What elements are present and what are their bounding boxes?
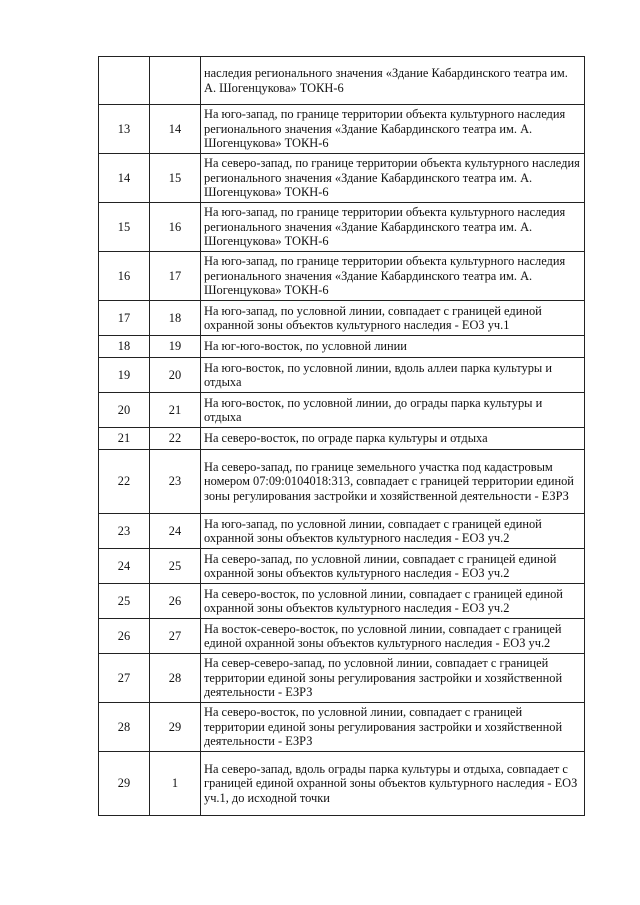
point-to-cell: 21 (150, 393, 201, 428)
point-from-cell: 19 (99, 358, 150, 393)
description-cell: На юго-запад, по границе территории объекта культурного наследия регионального значения «Здание Кабардинского театра им. А. Шогенцукова» ТОКН-6 (201, 105, 585, 154)
point-from-cell: 29 (99, 752, 150, 816)
table-row (99, 549, 585, 584)
point-from-cell: 24 (99, 549, 150, 584)
table-row (99, 203, 585, 252)
boundary-table (98, 56, 585, 816)
point-from-cell: 16 (99, 252, 150, 301)
point-from-cell: 27 (99, 654, 150, 703)
description-cell: На северо-восток, по условной линии, совпадает с границей единой охранной зоны объектов культурного наследия - ЕОЗ уч.2 (201, 584, 585, 619)
point-to-cell: 18 (150, 301, 201, 336)
point-from-cell: 17 (99, 301, 150, 336)
point-from-cell (99, 57, 150, 105)
point-to-cell: 26 (150, 584, 201, 619)
description-cell: На юго-запад, по границе территории объекта культурного наследия регионального значения «Здание Кабардинского театра им. А. Шогенцукова» ТОКН-6 (201, 252, 585, 301)
description-cell: наследия регионального значения «Здание Кабардинского театра им. А. Шогенцукова» ТОКН-6 (201, 57, 585, 105)
point-to-cell (150, 57, 201, 105)
description-cell: На северо-запад, по условной линии, совпадает с границей единой охранной зоны объектов культурного наследия - ЕОЗ уч.2 (201, 549, 585, 584)
point-from-cell: 21 (99, 428, 150, 450)
point-from-cell: 26 (99, 619, 150, 654)
point-to-cell: 1 (150, 752, 201, 816)
table-row (99, 301, 585, 336)
table-row (99, 57, 585, 105)
table-row (99, 654, 585, 703)
point-to-cell: 14 (150, 105, 201, 154)
table-row (99, 154, 585, 203)
table-row (99, 336, 585, 358)
point-from-cell: 14 (99, 154, 150, 203)
point-from-cell: 22 (99, 450, 150, 514)
description-cell: На северо-запад, вдоль ограды парка культуры и отдыха, совпадает с границей единой охранной зоны объектов культурного наследия - ЕОЗ уч.1, до исходной точки (201, 752, 585, 816)
description-cell: На север-северо-запад, по условной линии, совпадает с границей территории единой зоны регулирования застройки и хозяйственной деятельности - ЕЗРЗ (201, 654, 585, 703)
boundary-table-body (99, 57, 585, 816)
point-to-cell: 23 (150, 450, 201, 514)
point-to-cell: 19 (150, 336, 201, 358)
description-cell: На северо-восток, по условной линии, совпадает с границей территории единой зоны регулирования застройки и хозяйственной деятельности - ЕЗРЗ (201, 703, 585, 752)
table-row (99, 619, 585, 654)
point-to-cell: 17 (150, 252, 201, 301)
point-from-cell: 25 (99, 584, 150, 619)
description-cell: На юго-восток, по условной линии, до ограды парка культуры и отдыха (201, 393, 585, 428)
point-from-cell: 20 (99, 393, 150, 428)
description-cell: На восток-северо-восток, по условной линии, совпадает с границей единой охранной зоны объектов культурного наследия - ЕОЗ уч.2 (201, 619, 585, 654)
table-row (99, 252, 585, 301)
point-from-cell: 13 (99, 105, 150, 154)
point-to-cell: 24 (150, 514, 201, 549)
description-cell: На юго-запад, по условной линии, совпадает с границей единой охранной зоны объектов культурного наследия - ЕОЗ уч.1 (201, 301, 585, 336)
point-to-cell: 28 (150, 654, 201, 703)
description-cell: На северо-запад, по границе земельного участка под кадастровым номером 07:09:0104018:313, совпадает с границей территории единой зоны регулирования застройки и хозяйственной деятельности - ЕЗРЗ (201, 450, 585, 514)
point-to-cell: 25 (150, 549, 201, 584)
point-from-cell: 28 (99, 703, 150, 752)
point-to-cell: 16 (150, 203, 201, 252)
table-row (99, 105, 585, 154)
description-cell: На юго-запад, по условной линии, совпадает с границей единой охранной зоны объектов культурного наследия - ЕОЗ уч.2 (201, 514, 585, 549)
description-cell: На юго-восток, по условной линии, вдоль аллеи парка культуры и отдыха (201, 358, 585, 393)
table-row (99, 358, 585, 393)
table-row (99, 428, 585, 450)
point-from-cell: 18 (99, 336, 150, 358)
point-from-cell: 23 (99, 514, 150, 549)
description-cell: На юго-запад, по границе территории объекта культурного наследия регионального значения «Здание Кабардинского театра им. А. Шогенцукова» ТОКН-6 (201, 203, 585, 252)
table-row (99, 584, 585, 619)
table-row (99, 703, 585, 752)
description-cell: На юг-юго-восток, по условной линии (201, 336, 585, 358)
point-from-cell: 15 (99, 203, 150, 252)
point-to-cell: 27 (150, 619, 201, 654)
point-to-cell: 29 (150, 703, 201, 752)
point-to-cell: 15 (150, 154, 201, 203)
table-row (99, 393, 585, 428)
table-row (99, 450, 585, 514)
table-row (99, 752, 585, 816)
point-to-cell: 22 (150, 428, 201, 450)
description-cell: На северо-восток, по ограде парка культуры и отдыха (201, 428, 585, 450)
description-cell: На северо-запад, по границе территории объекта культурного наследия регионального значения «Здание Кабардинского театра им. А. Шогенцукова» ТОКН-6 (201, 154, 585, 203)
table-row (99, 514, 585, 549)
point-to-cell: 20 (150, 358, 201, 393)
